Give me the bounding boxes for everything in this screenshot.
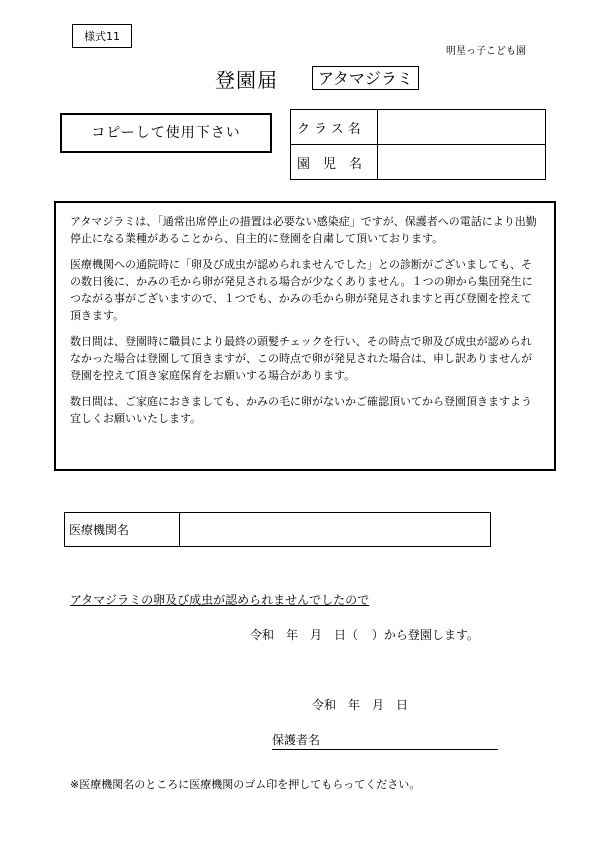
- school-name: 明星っ子こども園: [446, 46, 526, 57]
- guardian-name-field[interactable]: [272, 731, 498, 750]
- notice-paragraph-2: 医療機関への通院時に「卵及び成虫が認められませんでした」との診断がございましても、その数日後に、かみの毛から卵が発見される場合が少なくありません。１つの卵から集団発生につながる事がございますので、１つでも、かみの毛から卵が発見されますと再び登園を控えて頂きます。: [70, 258, 533, 322]
- form-number: 様式11: [72, 24, 132, 48]
- class-field[interactable]: [378, 110, 546, 145]
- medical-institution-label: 医療機関名: [65, 513, 180, 547]
- page-title: 登園届: [215, 68, 278, 92]
- notice-box: [54, 201, 556, 471]
- copy-notice: コピーして使用下さい: [60, 113, 272, 153]
- medical-institution-table: [64, 512, 491, 547]
- notice-paragraph-4: 数日間は、ご家庭におきましても、かみの毛に卵がないかご確認頂いてから登園頂きますよう宜しくお願いいたします。: [70, 395, 532, 425]
- child-name-field[interactable]: [378, 145, 546, 180]
- medical-institution-field[interactable]: [180, 513, 491, 547]
- confirmation-statement: アタマジラミの卵及び成虫が認められませんでしたので: [70, 593, 370, 607]
- footnote: ※医療機関名のところに医療機関のゴム印を押してもらってください。: [70, 778, 421, 791]
- signature-date-line[interactable]: 令和 年 月 日: [312, 698, 409, 712]
- child-row: [291, 145, 546, 180]
- medical-row: [65, 513, 491, 547]
- class-row: [291, 110, 546, 145]
- title-subject: アタマジラミ: [312, 66, 419, 90]
- notice-paragraph-1: アタマジラミは、「通常出席停止の措置は必要ない感染症」ですが、保護者への電話により出勤停止になる業種があることから、自主的に登園を自粛して頂いております。: [70, 215, 537, 245]
- class-label: クラス名: [291, 110, 378, 145]
- child-name-label: 園児名: [291, 145, 378, 180]
- guardian-name-label: 保護者名: [272, 733, 321, 747]
- notice-paragraph-3: 数日間は、登園時に職員により最終の頭髪チェックを行い、その時点で卵及び成虫が認められなかった場合は登園して頂きますが、この時点で卵が発見された場合は、申し訳ありませんが登園を控えて頂き家庭保育をお願いする場合があります。: [70, 335, 532, 382]
- return-date-line[interactable]: 令和 年 月 日（ ）から登園します。: [250, 628, 479, 642]
- info-table: [290, 109, 546, 180]
